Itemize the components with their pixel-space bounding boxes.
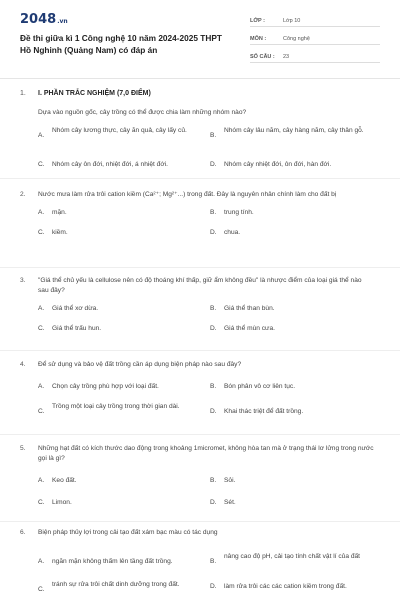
option-text: Giá thể mùn cưa. <box>224 325 275 332</box>
option-label: A. <box>38 558 45 565</box>
question-number: 2. <box>20 191 26 198</box>
option-text: Chọn cây trồng phù hợp với loại đất. <box>52 383 159 390</box>
option-label: D. <box>210 583 217 590</box>
logo-text: 2048 <box>20 12 57 27</box>
question-5 <box>20 444 390 506</box>
question-text: Những hạt đất có kích thước dao động trong khoảng 1micromet, không hòa tan mà ở trạng thái lơ lửng trong nước gọi là gì? <box>38 445 374 462</box>
option-c[interactable] <box>38 160 198 170</box>
question-6 <box>20 528 390 593</box>
option-text: Trồng một loại cây trồng trong thời gian dài. <box>52 403 180 410</box>
option-a[interactable] <box>38 208 198 218</box>
option-d[interactable] <box>210 324 370 334</box>
question-divider <box>0 434 400 435</box>
option-label: B. <box>210 209 217 216</box>
option-label: A. <box>38 305 45 312</box>
option-label: D. <box>210 229 217 236</box>
option-label: B. <box>210 558 217 565</box>
option-label: A. <box>38 383 45 390</box>
option-b[interactable] <box>210 552 370 567</box>
option-label: D. <box>210 325 217 332</box>
question-text: Nước mưa làm rửa trôi cation kiềm (Ca²⁺; Mg²⁺...) trong đất. Đây là nguyên nhân chính làm cho đất bị <box>38 191 337 198</box>
option-c[interactable] <box>38 580 198 595</box>
option-text: chua. <box>224 229 241 236</box>
option-text: Sỏi. <box>224 477 236 484</box>
option-a[interactable] <box>38 304 198 314</box>
question-divider <box>0 178 400 179</box>
meta-label: MÔN : <box>250 36 267 42</box>
option-text: Giá thể than bùn. <box>224 305 275 312</box>
question-number: 3. <box>20 277 26 284</box>
question-text: Biện pháp thủy lợi trong cải tạo đất xám bạc màu có tác dụng <box>38 529 218 536</box>
header-divider <box>0 78 400 79</box>
question-2 <box>20 190 390 236</box>
option-c[interactable] <box>38 228 198 238</box>
question-divider <box>0 521 400 522</box>
option-text: Limon. <box>52 499 72 506</box>
meta-value: Công nghệ <box>283 36 310 42</box>
option-label: B. <box>210 305 217 312</box>
option-label: D. <box>210 408 217 415</box>
option-label: A. <box>38 209 45 216</box>
option-label: A. <box>38 132 45 139</box>
option-text: mặn. <box>52 209 67 216</box>
question-1 <box>20 108 390 168</box>
option-text: ngăn mặn không thấm lên tầng đất trồng. <box>52 558 173 565</box>
option-label: B. <box>210 132 217 139</box>
option-text: Keo đất. <box>52 477 77 484</box>
option-label: C. <box>38 408 45 415</box>
option-a[interactable] <box>38 382 198 392</box>
option-label: C. <box>38 161 45 168</box>
option-a[interactable] <box>38 476 198 486</box>
question-divider <box>0 350 400 351</box>
option-text: Giá thể xơ dừa. <box>52 305 99 312</box>
exam-meta <box>250 12 380 66</box>
question-text: "Giá thể chủ yếu là cellulose nên có độ thoáng khí thấp, giữ ẩm không đều" là nhược điểm của loại giá thể nào sau đây? <box>38 277 362 294</box>
option-text: Nhóm cây lương thực, cây ăn quả, cây lấy củ. <box>52 127 187 134</box>
option-label: B. <box>210 383 217 390</box>
question-text: Để sử dụng và bảo vệ đất trồng cần áp dụng biện pháp nào sau đây? <box>38 361 242 368</box>
option-text: trung tính. <box>224 209 254 216</box>
option-text: Giá thể trấu hun. <box>52 325 102 332</box>
meta-label: LỚP : <box>250 18 265 24</box>
option-d[interactable] <box>210 228 370 238</box>
page-header <box>0 0 400 76</box>
option-label: C. <box>38 586 45 593</box>
meta-label: SỐ CÂU : <box>250 54 275 60</box>
option-text: tránh sự rửa trôi chất dinh dưỡng trong đất. <box>52 581 180 588</box>
option-c[interactable] <box>38 402 198 417</box>
logo-suffix: .vn <box>57 18 68 25</box>
option-text: kiềm. <box>52 229 68 236</box>
question-number: 4. <box>20 361 26 368</box>
option-b[interactable] <box>210 208 370 218</box>
option-b[interactable] <box>210 382 370 392</box>
option-c[interactable] <box>38 324 198 334</box>
option-text: Sét. <box>224 499 236 506</box>
option-c[interactable] <box>38 498 198 508</box>
question-4 <box>20 360 390 415</box>
section-title: I. PHẦN TRẮC NGHIỆM (7,0 ĐIỂM) <box>38 90 151 97</box>
option-text: làm rửa trôi các các cation kiềm trong đất. <box>224 583 347 590</box>
site-logo[interactable] <box>20 12 68 27</box>
option-d[interactable] <box>210 498 370 508</box>
option-label: A. <box>38 477 45 484</box>
option-b[interactable] <box>210 304 370 314</box>
option-b[interactable] <box>210 126 370 141</box>
option-d[interactable] <box>210 160 370 170</box>
section-number: 1. <box>20 90 26 97</box>
option-label: C. <box>38 499 45 506</box>
option-label: D. <box>210 499 217 506</box>
option-label: C. <box>38 325 45 332</box>
option-b[interactable] <box>210 476 370 486</box>
option-text: Bón phân vô cơ liên tục. <box>224 383 296 390</box>
question-3 <box>20 276 390 332</box>
option-label: B. <box>210 477 217 484</box>
meta-value: Lớp 10 <box>283 18 301 24</box>
option-text: Nhóm cây lâu năm, cây hàng năm, cây thân gỗ. <box>224 127 364 134</box>
option-text: nâng cao độ pH, cải tạo tính chất vật lí của đất <box>224 553 360 560</box>
question-text: Dựa vào nguồn gốc, cây trồng có thể được chia làm những nhóm nào? <box>38 109 247 116</box>
option-a[interactable] <box>38 126 198 141</box>
question-divider <box>0 267 400 268</box>
option-a[interactable] <box>38 557 198 567</box>
question-number: 5. <box>20 445 26 452</box>
meta-row-subject <box>250 30 380 45</box>
option-d[interactable] <box>210 582 370 592</box>
section-heading <box>20 90 151 97</box>
page-title: Đề thi giữa kì 1 Công nghệ 10 năm 2024-2025 THPT Hồ Nghinh (Quảng Nam) có đáp án <box>20 33 222 55</box>
meta-value: 23 <box>283 54 290 60</box>
question-number: 6. <box>20 529 26 536</box>
option-d[interactable] <box>210 407 370 417</box>
option-label: D. <box>210 161 217 168</box>
option-text: Nhóm cây nhiệt đới, ôn đới, hàn đới. <box>224 161 332 168</box>
option-text: Nhóm cây ôn đới, nhiệt đới, á nhiệt đới. <box>52 161 168 168</box>
option-label: C. <box>38 229 45 236</box>
option-text: Khai thác triệt để đất trồng. <box>224 408 304 415</box>
meta-row-class <box>250 12 380 27</box>
meta-row-count <box>250 48 380 63</box>
